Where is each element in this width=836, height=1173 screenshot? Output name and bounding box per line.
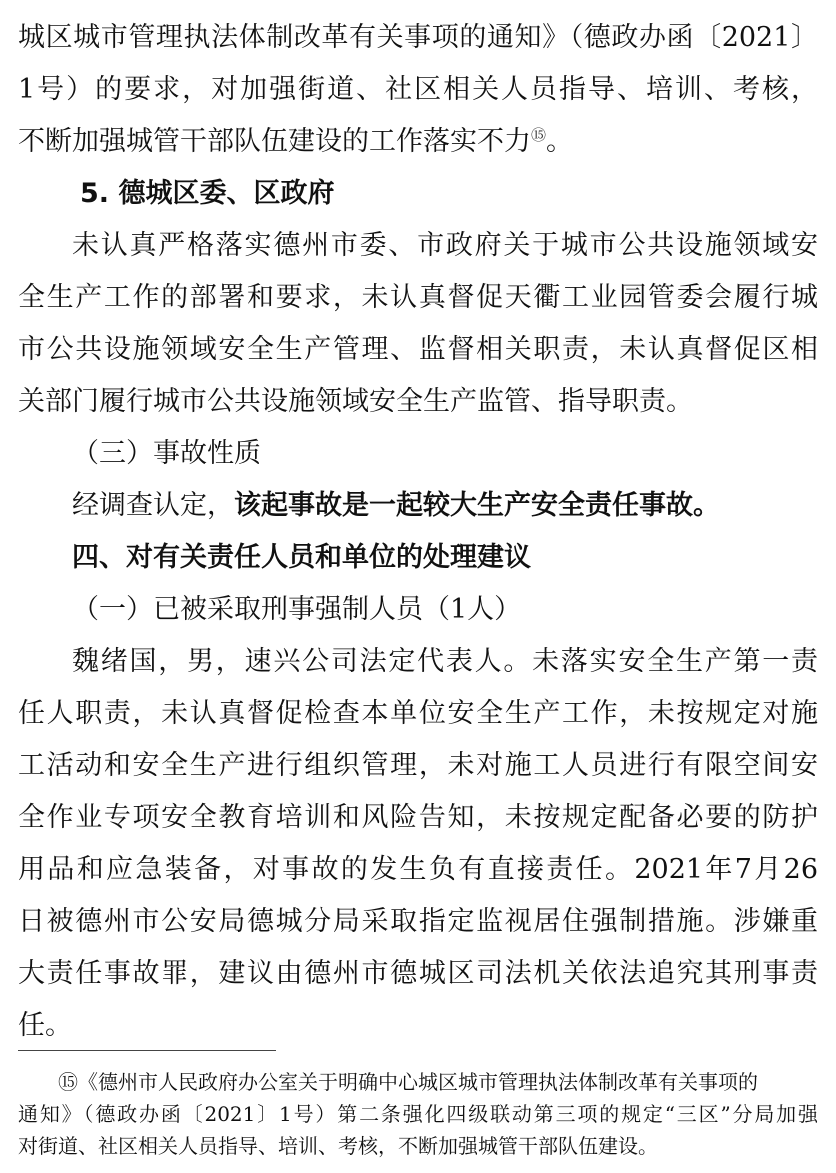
- footnote-line: ⑮《德州市人民政府办公室关于明确中心城区城市管理执法体制改革有关事项的: [58, 1070, 758, 1094]
- paragraph-line: 关部门履行城市公共设施领域安全生产监管、指导职责。: [18, 386, 693, 417]
- paragraph-line: 日被德州市公安局德城分局采取指定监视居住强制措施。涉嫌重: [18, 906, 818, 937]
- paragraph-line: 市公共设施领域安全生产管理、监督相关职责，未认真督促区相: [18, 334, 818, 365]
- section-heading-accident-nature: （三）事故性质: [72, 438, 261, 469]
- conclusion-prefix: 经调查认定，: [72, 490, 234, 521]
- paragraph-line: 用品和应急装备，对事故的发生负有直接责任。2021年7月26: [18, 854, 818, 885]
- paragraph-line: 未认真严格落实德州市委、市政府关于城市公共设施领域安: [72, 230, 818, 261]
- text-line-content: 不断加强城管干部队伍建设的工作落实不力: [18, 126, 531, 157]
- footnote-marker[interactable]: ⑮: [531, 126, 547, 144]
- section-heading-4: 四、对有关责任人员和单位的处理建议: [72, 542, 531, 573]
- text-line: 城区城市管理执法体制改革有关事项的通知》（德政办函〔2021〕: [18, 22, 818, 53]
- conclusion-line: [72, 488, 818, 524]
- text-line: 1号）的要求，对加强街道、社区相关人员指导、培训、考核，: [18, 74, 818, 105]
- sentence-end: 。: [546, 126, 574, 157]
- footnote-separator: [18, 1050, 276, 1051]
- section-heading-4-1: （一）已被采取刑事强制人员（1人）: [72, 594, 522, 625]
- paragraph-line: 全作业专项安全教育培训和风险告知，未按规定配备必要的防护: [18, 802, 818, 833]
- paragraph-line: 全生产工作的部署和要求，未认真督促天衢工业园管委会履行城: [18, 282, 818, 313]
- section-heading-5: 5. 德城区委、区政府: [80, 178, 335, 209]
- paragraph-line: 大责任事故罪，建议由德州市德城区司法机关依法追究其刑事责: [18, 958, 818, 989]
- paragraph-line: 任。: [18, 1010, 72, 1041]
- paragraph-line: 魏绪国，男，速兴公司法定代表人。未落实安全生产第一责: [72, 646, 818, 677]
- paragraph-line: 任人职责，未认真督促检查本单位安全生产工作，未按规定对施: [18, 698, 818, 729]
- footnote-line: 对街道、社区相关人员指导、培训、考核，不断加强城管干部队伍建设。: [18, 1134, 658, 1158]
- paragraph-line: 工活动和安全生产进行组织管理，未对施工人员进行有限空间安: [18, 750, 818, 781]
- conclusion-bold: 该起事故是一起较大生产安全责任事故。: [234, 490, 720, 521]
- text-line: [18, 124, 818, 160]
- footnote-line: 通知》（德政办函〔2021〕1号）第二条强化四级联动第三项的规定“三区”分局加强: [18, 1102, 818, 1126]
